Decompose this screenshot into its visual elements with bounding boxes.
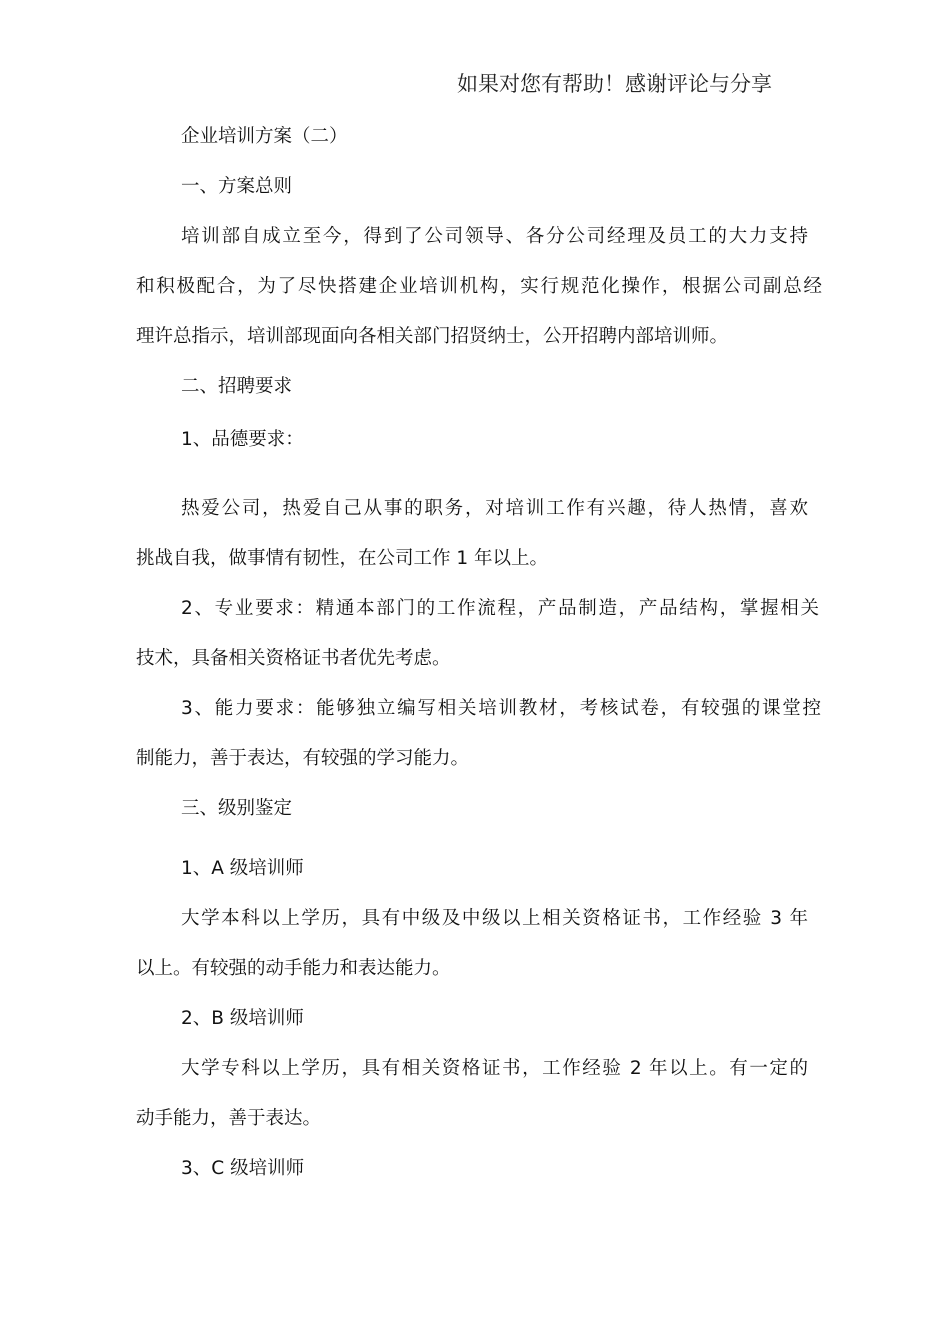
paragraph-line: 2、专业要求：精通本部门的工作流程，产品制造，产品结构，掌握相关: [181, 598, 819, 619]
paragraph-line: 挑战自我，做事情有韧性，在公司工作 1 年以上。: [136, 548, 549, 569]
subheading-level-b: 2、B 级培训师: [181, 1008, 304, 1029]
subheading-level-a: 1、A 级培训师: [181, 858, 304, 879]
section-heading-2: 二、招聘要求: [181, 376, 293, 397]
paragraph-line: 热爱公司，热爱自己从事的职务，对培训工作有兴趣，待人热情，喜欢: [181, 498, 808, 519]
subheading-level-c: 3、C 级培训师: [181, 1158, 305, 1179]
paragraph-line: 大学专科以上学历，具有相关资格证书，工作经验 2 年以上。有一定的: [181, 1058, 808, 1079]
paragraph-line: 培训部自成立至今，得到了公司领导、各分公司经理及员工的大力支持: [181, 226, 808, 247]
section-heading-1: 一、方案总则: [181, 176, 293, 197]
paragraph-line: 理许总指示，培训部现面向各相关部门招贤纳士，公开招聘内部培训师。: [136, 326, 729, 347]
header-note: 如果对您有帮助！感谢评论与分享: [457, 72, 772, 96]
paragraph-line: 制能力，善于表达，有较强的学习能力。: [136, 748, 470, 769]
paragraph-line: 大学本科以上学历，具有中级及中级以上相关资格证书，工作经验 3 年: [181, 908, 808, 929]
subheading-morality: 1、品德要求：: [181, 429, 304, 450]
paragraph-line: 以上。有较强的动手能力和表达能力。: [136, 958, 451, 979]
document-title: 企业培训方案（二）: [181, 126, 348, 147]
paragraph-line: 3、能力要求：能够独立编写相关培训教材，考核试卷，有较强的课堂控: [181, 698, 821, 719]
section-heading-3: 三、级别鉴定: [181, 798, 293, 819]
paragraph-line: 动手能力，善于表达。: [136, 1108, 322, 1129]
paragraph-line: 技术，具备相关资格证书者优先考虑。: [136, 648, 451, 669]
paragraph-line: 和积极配合，为了尽快搭建企业培训机构，实行规范化操作，根据公司副总经: [136, 276, 822, 297]
